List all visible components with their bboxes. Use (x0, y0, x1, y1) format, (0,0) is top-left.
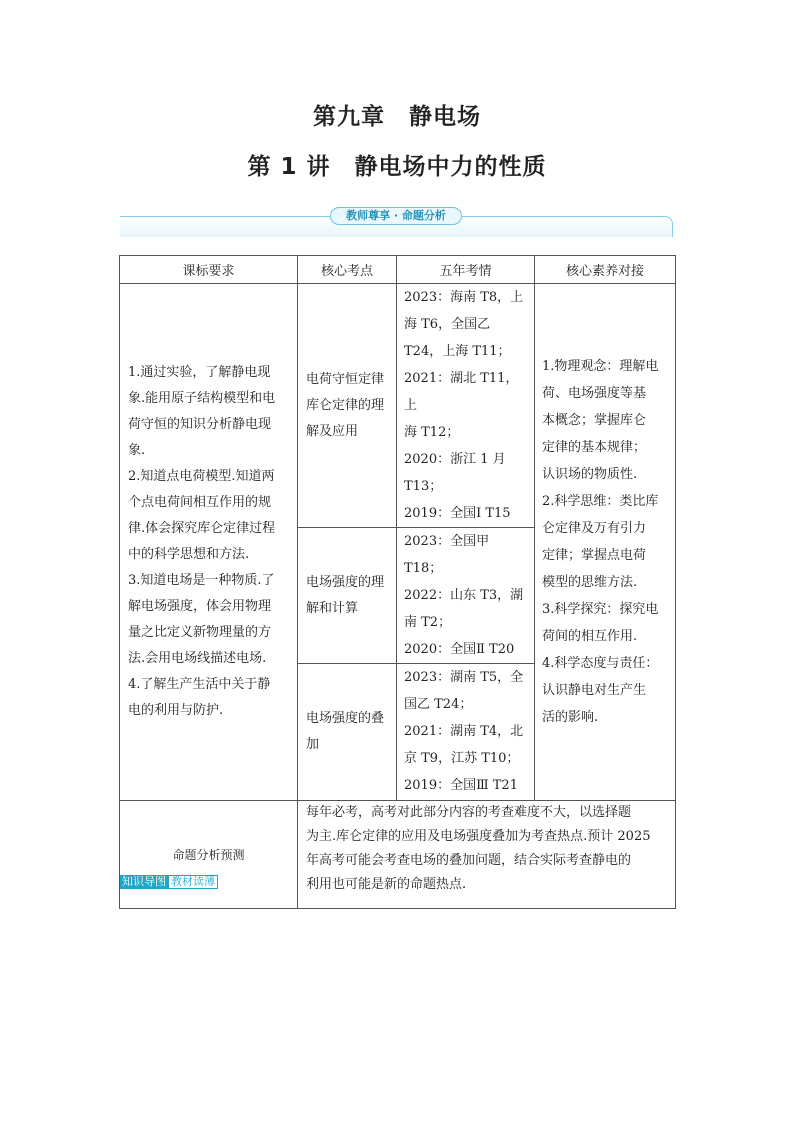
literacy-line: 4.科学态度与责任： (542, 656, 659, 671)
topic-cell-3 (298, 664, 397, 801)
exam-cell-1 (397, 284, 535, 528)
prediction-line: 为主.库仑定律的应用及电场强度叠加为考查热点.预计 2025 (306, 829, 651, 844)
curriculum-line: 1.通过实验，了解静电现 (128, 365, 271, 380)
analysis-table (119, 255, 676, 909)
exam-line: 2019：全国Ⅲ T21 (404, 778, 518, 793)
curriculum-line: 象.能用原子结构模型和电 (128, 391, 276, 406)
exam-line: 南 T2； (404, 615, 452, 630)
exam-line: 2019：全国Ⅰ T15 (404, 506, 511, 521)
literacy-line: 模型的思维方法. (542, 575, 638, 590)
curriculum-line: 法.会用电场线描述电场. (128, 651, 267, 666)
curriculum-line: 律.体会探究库仑定律过程 (128, 521, 276, 536)
teacher-banner (120, 209, 673, 237)
exam-line: 2021：湖北 T11，上 (404, 371, 519, 413)
exam-line: 2020：全国Ⅱ T20 (404, 642, 515, 657)
prediction-text (298, 801, 676, 909)
exam-line: 2023：全国甲 T18； (404, 534, 490, 576)
exam-line: 国乙 T24； (404, 697, 473, 712)
header-literacy: 核心素养对接 (535, 256, 676, 284)
topic-line: 库仑定律的理 (306, 397, 385, 413)
literacy-line: 2.科学思维：类比库 (542, 494, 659, 509)
literacy-line: 3.科学探究：探究电 (542, 602, 659, 617)
exam-line: 2023：湖南 T5，全 (404, 670, 524, 685)
literacy-line: 荷、电场强度等基 (542, 386, 647, 401)
topic-line: 加 (306, 737, 320, 752)
literacy-cell (535, 284, 676, 801)
literacy-line: 活的影响. (542, 710, 599, 725)
exam-line: 京 T9，江苏 T10； (404, 751, 520, 766)
topic-line: 解和计算 (306, 600, 359, 616)
curriculum-line: 解电场强度，体会用物理 (128, 599, 272, 614)
literacy-line: 定律的基本规律； (542, 440, 647, 455)
chapter-title: 第九章 静电场 (313, 104, 481, 130)
literacy-line: 1.物理观念：理解电 (542, 359, 659, 374)
topic-cell-2 (298, 528, 397, 664)
literacy-line: 认识静电对生产生 (542, 683, 647, 698)
exam-line: T13； (404, 479, 443, 494)
literacy-line: 定律；掌握点电荷 (542, 548, 647, 563)
curriculum-line: 中的科学思想和方法. (128, 547, 250, 562)
exam-line: 2021：湖南 T4，北 (404, 724, 524, 739)
topic-line: 电荷守恒定律 (306, 371, 385, 387)
exam-cell-3 (397, 664, 535, 801)
literacy-line: 认识场的物质性. (542, 467, 638, 482)
literacy-line: 仑定律及万有引力 (542, 521, 647, 536)
header-exams: 五年考情 (397, 256, 535, 284)
exam-line: 2020：浙江 1 月 (404, 452, 506, 467)
prediction-line: 利用也可能是新的命题热点. (306, 877, 467, 892)
curriculum-line: 2.知道点电荷模型.知道两 (128, 469, 275, 484)
tag-knowledge-map: 知识导图 (122, 875, 166, 888)
header-curriculum: 课标要求 (120, 256, 298, 284)
exam-line: 海 T12； (404, 425, 460, 440)
curriculum-line: 个点电荷间相互作用的规 (128, 495, 272, 510)
exam-line: 2022：山东 T3，湖 (404, 588, 524, 603)
topic-cell-1 (298, 284, 397, 528)
literacy-line: 荷间的相互作用. (542, 629, 638, 644)
exam-line: 海 T6，全国乙 (404, 317, 491, 332)
exam-line: 2023：海南 T8，上 (404, 290, 524, 305)
exam-line: T24，上海 T11； (404, 344, 511, 359)
prediction-label: 命题分析预测 (120, 801, 298, 909)
banner-label: 教师尊享 · 命题分析 (330, 207, 462, 225)
curriculum-line: 象. (128, 443, 146, 458)
lesson-title: 第 1 讲 静电场中力的性质 (247, 154, 547, 180)
curriculum-line: 3.知道电场是一种物质.了 (128, 573, 275, 588)
tag-textbook-reading: 教材读薄 (168, 875, 218, 889)
header-topics: 核心考点 (298, 256, 397, 284)
topic-line: 电场强度的理 (306, 574, 385, 590)
curriculum-line: 量之比定义新物理量的方 (128, 625, 272, 640)
exam-cell-2 (397, 528, 535, 664)
literacy-line: 本概念；掌握库仑 (542, 413, 647, 428)
topic-line: 电场强度的叠 (306, 711, 385, 726)
curriculum-cell (120, 284, 298, 801)
section-tags (120, 875, 218, 889)
topic-line: 解及应用 (306, 423, 359, 439)
curriculum-line: 电的利用与防护. (128, 703, 224, 718)
prediction-line: 每年必考，高考对此部分内容的考查难度不大，以选择题 (306, 805, 632, 820)
prediction-line: 年高考可能会考查电场的叠加问题，结合实际考查静电的 (306, 853, 632, 868)
curriculum-line: 荷守恒的知识分析静电现 (128, 417, 272, 432)
table-header-row (120, 256, 676, 284)
curriculum-line: 4.了解生产生活中关于静 (128, 677, 271, 692)
